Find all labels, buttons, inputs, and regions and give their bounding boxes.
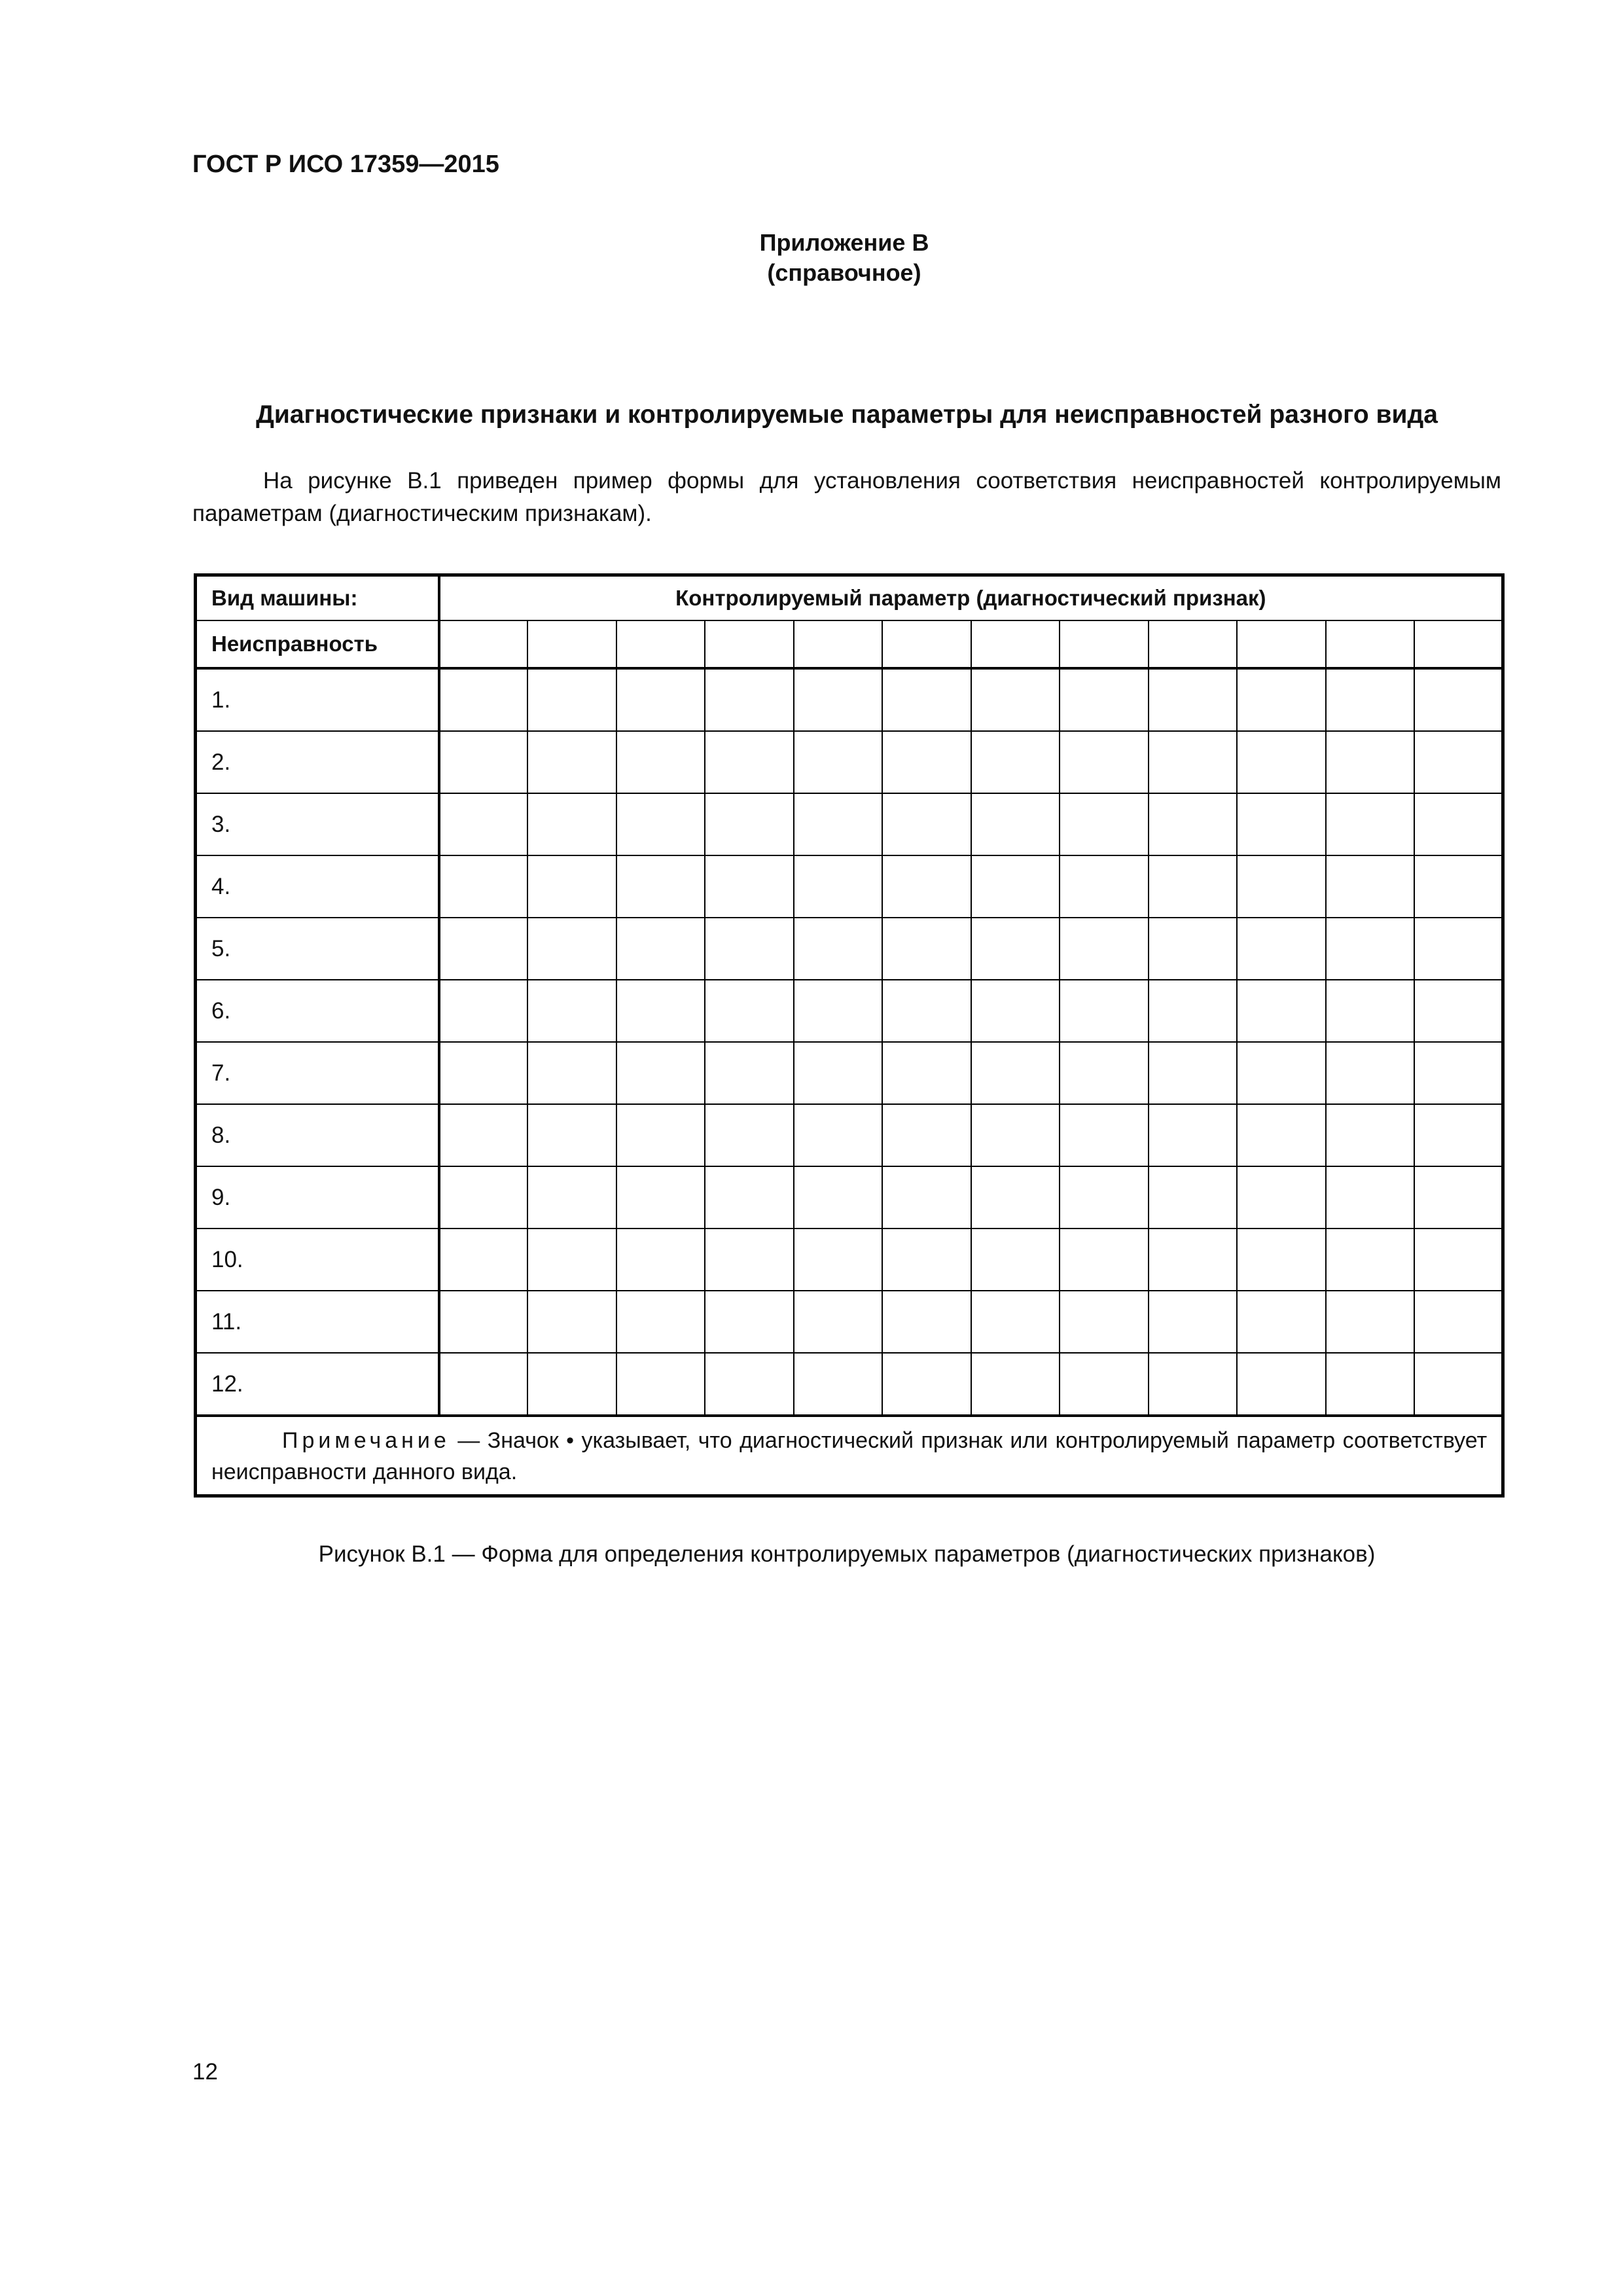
mark-cell[interactable] (1237, 1229, 1326, 1291)
fault-number: 7. (196, 1042, 439, 1104)
mark-cell[interactable] (1414, 731, 1503, 793)
mark-cell[interactable] (1149, 793, 1238, 855)
mark-cell[interactable] (1414, 668, 1503, 731)
mark-cell[interactable] (971, 1166, 1060, 1229)
mark-cell[interactable] (616, 980, 705, 1042)
mark-cell[interactable] (705, 1229, 794, 1291)
mark-cell[interactable] (1149, 1353, 1238, 1416)
parameter-cell (1060, 620, 1149, 668)
fault-number: 3. (196, 793, 439, 855)
mark-cell[interactable] (1237, 1353, 1326, 1416)
mark-cell[interactable] (527, 918, 616, 980)
mark-cell[interactable] (616, 1291, 705, 1353)
parameter-cell (1237, 620, 1326, 668)
table-row (196, 855, 1503, 918)
mark-cell[interactable] (439, 793, 528, 855)
mark-cell[interactable] (971, 793, 1060, 855)
mark-cell[interactable] (1326, 855, 1415, 918)
mark-cell[interactable] (439, 1104, 528, 1166)
fault-number: 1. (196, 668, 439, 731)
mark-cell[interactable] (794, 668, 883, 731)
mark-cell[interactable] (1237, 855, 1326, 918)
standard-code: ГОСТ Р ИСО 17359—2015 (192, 151, 499, 178)
mark-cell[interactable] (1149, 1229, 1238, 1291)
mark-cell[interactable] (616, 1042, 705, 1104)
mark-cell[interactable] (439, 980, 528, 1042)
fault-number: 12. (196, 1353, 439, 1416)
table-row (196, 918, 1503, 980)
mark-cell[interactable] (882, 731, 971, 793)
mark-cell[interactable] (705, 918, 794, 980)
parameter-header: Контролируемый параметр (диагностический признак) (439, 575, 1503, 621)
mark-cell[interactable] (527, 980, 616, 1042)
fault-number: 9. (196, 1166, 439, 1229)
mark-cell[interactable] (1414, 1291, 1503, 1353)
parameter-cell (1326, 620, 1415, 668)
mark-cell[interactable] (1326, 980, 1415, 1042)
annex-subtitle: (справочное) (767, 259, 921, 286)
table-row (196, 731, 1503, 793)
mark-cell[interactable] (1414, 980, 1503, 1042)
mark-cell[interactable] (527, 1104, 616, 1166)
mark-cell[interactable] (1237, 1166, 1326, 1229)
parameter-cell (882, 620, 971, 668)
mark-cell[interactable] (971, 1104, 1060, 1166)
mark-cell[interactable] (616, 855, 705, 918)
parameter-cell (1149, 620, 1238, 668)
note-text: — Значок • указывает, что диагностический признак или контролируемый параметр соответствует неисправности данного вида. (211, 1428, 1488, 1484)
fault-number: 6. (196, 980, 439, 1042)
parameter-cell (527, 620, 616, 668)
mark-cell[interactable] (439, 1166, 528, 1229)
mark-cell[interactable] (439, 1229, 528, 1291)
mark-cell[interactable] (971, 980, 1060, 1042)
mark-cell[interactable] (794, 1166, 883, 1229)
mark-cell[interactable] (527, 1291, 616, 1353)
mark-cell[interactable] (971, 1353, 1060, 1416)
mark-cell[interactable] (971, 855, 1060, 918)
fault-number: 2. (196, 731, 439, 793)
mark-cell[interactable] (882, 1291, 971, 1353)
annex-title: Приложение В (759, 229, 929, 256)
mark-cell[interactable] (616, 1229, 705, 1291)
mark-cell[interactable] (1326, 1104, 1415, 1166)
mark-cell[interactable] (794, 980, 883, 1042)
mark-cell[interactable] (971, 668, 1060, 731)
mark-cell[interactable] (1149, 668, 1238, 731)
mark-cell[interactable] (882, 668, 971, 731)
parameter-cell (971, 620, 1060, 668)
mark-cell[interactable] (882, 980, 971, 1042)
mark-cell[interactable] (1149, 1042, 1238, 1104)
table-row (196, 980, 1503, 1042)
mark-cell[interactable] (1060, 918, 1149, 980)
mark-cell[interactable] (1060, 1353, 1149, 1416)
table-row (196, 1291, 1503, 1353)
mark-cell[interactable] (1414, 918, 1503, 980)
mark-cell[interactable] (439, 731, 528, 793)
mark-cell[interactable] (1149, 980, 1238, 1042)
mark-cell[interactable] (1414, 793, 1503, 855)
mark-cell[interactable] (1060, 793, 1149, 855)
table-row (196, 793, 1503, 855)
mark-cell[interactable] (1060, 668, 1149, 731)
parameter-cell (794, 620, 883, 668)
mark-cell[interactable] (1149, 918, 1238, 980)
mark-cell[interactable] (1060, 980, 1149, 1042)
mark-cell[interactable] (882, 1042, 971, 1104)
mark-cell[interactable] (1149, 1104, 1238, 1166)
mark-cell[interactable] (794, 793, 883, 855)
mark-cell[interactable] (1326, 731, 1415, 793)
mark-cell[interactable] (1060, 731, 1149, 793)
mark-cell[interactable] (882, 1166, 971, 1229)
mark-cell[interactable] (439, 1291, 528, 1353)
figure-caption: Рисунок В.1 — Форма для определения контролируемых параметров (диагностических признаков) (318, 1541, 1376, 1567)
mark-cell[interactable] (527, 1353, 616, 1416)
fault-rows (196, 668, 1503, 1416)
mark-cell[interactable] (1237, 793, 1326, 855)
mark-cell[interactable] (794, 1229, 883, 1291)
mark-cell[interactable] (527, 1229, 616, 1291)
mark-cell[interactable] (527, 855, 616, 918)
mark-cell[interactable] (616, 731, 705, 793)
mark-cell[interactable] (1414, 1042, 1503, 1104)
fault-number: 10. (196, 1229, 439, 1291)
mark-cell[interactable] (705, 1353, 794, 1416)
mark-cell[interactable] (1326, 1229, 1415, 1291)
mark-cell[interactable] (882, 1353, 971, 1416)
parameter-cell (616, 620, 705, 668)
mark-cell[interactable] (971, 1291, 1060, 1353)
mark-cell[interactable] (1237, 980, 1326, 1042)
mark-cell[interactable] (616, 1166, 705, 1229)
mark-cell[interactable] (1326, 1353, 1415, 1416)
mark-cell[interactable] (1060, 1229, 1149, 1291)
mark-cell[interactable] (882, 918, 971, 980)
mark-cell[interactable] (439, 1042, 528, 1104)
mark-cell[interactable] (1060, 855, 1149, 918)
section-title: Диагностические признаки и контролируемые параметры для неисправностей разного вида (256, 401, 1438, 429)
fault-number: 4. (196, 855, 439, 918)
fault-number: 8. (196, 1104, 439, 1166)
mark-cell[interactable] (971, 1042, 1060, 1104)
mark-cell[interactable] (1149, 1291, 1238, 1353)
mark-cell[interactable] (1326, 793, 1415, 855)
mark-cell[interactable] (527, 731, 616, 793)
mark-cell[interactable] (527, 1042, 616, 1104)
mark-cell[interactable] (1237, 1291, 1326, 1353)
mark-cell[interactable] (971, 918, 1060, 980)
mark-cell[interactable] (882, 855, 971, 918)
mark-cell[interactable] (705, 1042, 794, 1104)
mark-cell[interactable] (1060, 1104, 1149, 1166)
mark-cell[interactable] (1237, 918, 1326, 980)
parameter-cell (705, 620, 794, 668)
mark-cell[interactable] (705, 1166, 794, 1229)
mark-cell[interactable] (794, 1291, 883, 1353)
mark-cell[interactable] (971, 1229, 1060, 1291)
mark-cell[interactable] (1326, 1291, 1415, 1353)
mark-cell[interactable] (1237, 731, 1326, 793)
table-row (196, 1104, 1503, 1166)
mark-cell[interactable] (1060, 1166, 1149, 1229)
mark-cell[interactable] (705, 793, 794, 855)
mark-cell[interactable] (794, 1353, 883, 1416)
mark-cell[interactable] (439, 918, 528, 980)
parameter-cell (1414, 620, 1503, 668)
fault-label: Неисправность (196, 620, 439, 668)
mark-cell[interactable] (1414, 1229, 1503, 1291)
table-header-row (196, 575, 1503, 621)
note-cell (196, 1416, 1503, 1496)
mark-cell[interactable] (794, 731, 883, 793)
table-row (196, 1042, 1503, 1104)
mark-cell[interactable] (616, 793, 705, 855)
mark-cell[interactable] (1237, 1042, 1326, 1104)
mark-cell[interactable] (705, 731, 794, 793)
mark-cell[interactable] (1060, 1042, 1149, 1104)
table-subheader-row (196, 620, 1503, 668)
mark-cell[interactable] (1326, 918, 1415, 980)
mark-cell[interactable] (882, 793, 971, 855)
table-row (196, 1229, 1503, 1291)
page-number: 12 (192, 2059, 218, 2085)
mark-cell[interactable] (971, 731, 1060, 793)
mark-cell[interactable] (882, 1104, 971, 1166)
mark-cell[interactable] (705, 855, 794, 918)
table-row (196, 1166, 1503, 1229)
fault-number: 11. (196, 1291, 439, 1353)
mark-cell[interactable] (882, 1229, 971, 1291)
mark-cell[interactable] (527, 668, 616, 731)
note-row (196, 1416, 1503, 1496)
mark-cell[interactable] (1414, 1166, 1503, 1229)
note-label: Примечание (282, 1428, 450, 1453)
mark-cell[interactable] (1060, 1291, 1149, 1353)
mark-cell[interactable] (1414, 1104, 1503, 1166)
mark-cell[interactable] (616, 1104, 705, 1166)
mark-cell[interactable] (705, 980, 794, 1042)
intro-paragraph: На рисунке В.1 приведен пример формы для установления соответствия неисправностей контролируемым параметрам (диагностическим признакам). (192, 468, 1501, 526)
diagnostic-form-table (194, 573, 1505, 1498)
mark-cell[interactable] (616, 918, 705, 980)
mark-cell[interactable] (527, 793, 616, 855)
table-row (196, 1353, 1503, 1416)
mark-cell[interactable] (1149, 855, 1238, 918)
fault-number: 5. (196, 918, 439, 980)
mark-cell[interactable] (705, 668, 794, 731)
mark-cell[interactable] (1149, 731, 1238, 793)
mark-cell[interactable] (1326, 1166, 1415, 1229)
mark-cell[interactable] (705, 1104, 794, 1166)
parameter-cell (439, 620, 528, 668)
mark-cell[interactable] (616, 668, 705, 731)
mark-cell[interactable] (1237, 668, 1326, 731)
mark-cell[interactable] (439, 668, 528, 731)
mark-cell[interactable] (439, 855, 528, 918)
mark-cell[interactable] (527, 1166, 616, 1229)
mark-cell[interactable] (794, 1042, 883, 1104)
mark-cell[interactable] (1237, 1104, 1326, 1166)
mark-cell[interactable] (1326, 1042, 1415, 1104)
mark-cell[interactable] (616, 1353, 705, 1416)
mark-cell[interactable] (1149, 1166, 1238, 1229)
mark-cell[interactable] (794, 1104, 883, 1166)
mark-cell[interactable] (1414, 855, 1503, 918)
mark-cell[interactable] (1326, 668, 1415, 731)
mark-cell[interactable] (794, 918, 883, 980)
machine-type-label: Вид машины: (196, 575, 439, 621)
mark-cell[interactable] (1414, 1353, 1503, 1416)
mark-cell[interactable] (705, 1291, 794, 1353)
mark-cell[interactable] (439, 1353, 528, 1416)
table-row (196, 668, 1503, 731)
mark-cell[interactable] (794, 855, 883, 918)
